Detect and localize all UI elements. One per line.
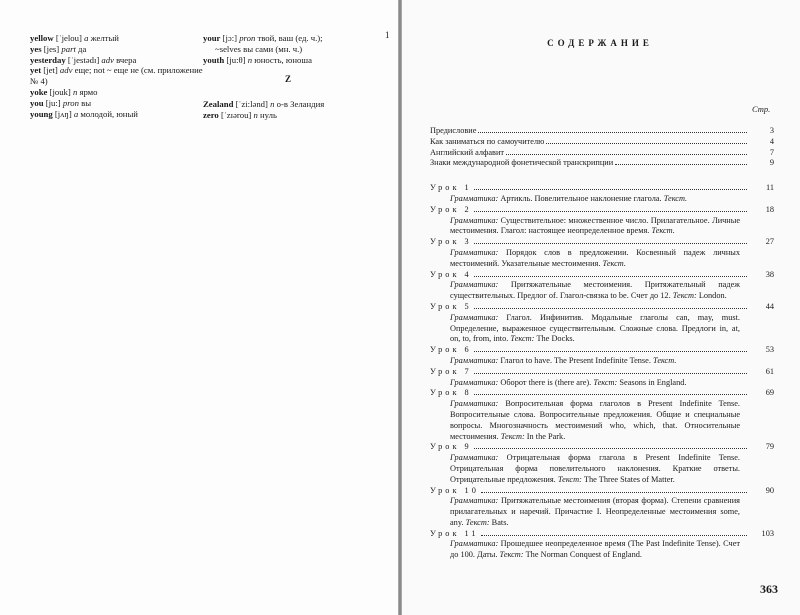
toc-entry: [430, 148, 774, 159]
text-label: Текст.: [653, 355, 677, 365]
entry-headword: zero: [203, 109, 219, 120]
grammar-label: Грамматика:: [450, 312, 499, 322]
toc-entry: [430, 158, 774, 169]
letter-heading-z: Z: [284, 74, 291, 85]
text-title: The Docks.: [536, 334, 575, 344]
text-title: Bats.: [491, 517, 509, 527]
grammar-label: Грамматика:: [450, 496, 499, 506]
toc-entry-title: Предисловие: [430, 126, 477, 135]
lesson-description: [450, 453, 740, 485]
entry-gloss: ~selves вы сами (мн. ч.): [215, 43, 303, 54]
text-label: Текст:: [557, 474, 582, 484]
toc-entry-title: Урок 2: [430, 204, 472, 214]
dictionary-entry: [30, 55, 205, 66]
grammar-label: Грамматика:: [450, 539, 499, 549]
grammar-label: Грамматика:: [450, 193, 499, 203]
entry-headword: youth: [203, 54, 225, 65]
entry-transcription: [jet]: [43, 65, 58, 76]
text-title: Seasons in England.: [619, 377, 687, 387]
dot-leader: [474, 447, 747, 449]
dictionary-column-1: [30, 33, 205, 119]
dot-leader: [506, 153, 747, 155]
text-label: Текст.: [663, 193, 688, 203]
toc-entry-title: Урок 5: [430, 301, 472, 311]
grammar-topics: Глагол to have. The Present Indefinite Tense.: [500, 355, 651, 365]
grammar-topics: Порядок слов в предложении. Косвенный падеж личных местоимений. Указательные местоимения.: [450, 247, 741, 268]
entry-part-of-speech: n: [253, 109, 258, 120]
dictionary-column-2: [203, 33, 373, 121]
grammar-topics: Притяжательные местоимения (вторая форма). Степени сравнения прилагательных и наречий. Причастие I. Неопределенные местоимения some, any.: [450, 496, 740, 527]
dictionary-entry: [30, 65, 205, 87]
entry-part-of-speech: a: [73, 108, 79, 119]
entry-transcription: [jes]: [43, 43, 60, 54]
table-of-contents: [430, 126, 774, 561]
entry-gloss: вчера: [116, 54, 137, 65]
entry-headword: yes: [30, 43, 42, 54]
text-label: Текст:: [672, 291, 697, 301]
toc-entry-title: Урок 11: [430, 528, 479, 538]
toc-page-number: 103: [761, 528, 774, 538]
toc-page-number: 69: [765, 388, 774, 398]
toc-title: СОДЕРЖАНИЕ: [547, 38, 653, 48]
dot-leader: [546, 142, 747, 144]
text-label: Текст:: [500, 431, 525, 441]
grammar-topics: Глагол. Инфинитив. Модальные глаголы can, may, must. Определение, выраженное существительным. Сложные слова. Предлоги in, at, on, to, from, into.: [450, 312, 740, 344]
toc-page-number: 90: [765, 485, 774, 495]
toc-entry-title: Урок 3: [430, 237, 472, 247]
grammar-topics: Отрицательная форма глагола в Present Indefinite Tense. Отрицательная форма повелительного наклонения. Краткие ответы. Отрицательные предложения.: [450, 453, 741, 484]
grammar-label: Грамматика:: [450, 355, 499, 365]
dictionary-entry: [203, 99, 373, 110]
entry-headword: young: [30, 108, 53, 119]
toc-entry-title: Как заниматься по самоучителю: [430, 136, 545, 146]
page-number: 363: [760, 582, 778, 596]
text-label: Текст.: [651, 226, 675, 236]
lesson-description: [450, 356, 740, 367]
toc-lesson: [430, 486, 774, 497]
dictionary-entry: [30, 33, 205, 44]
entry-transcription: [jɔ:]: [222, 33, 238, 43]
toc-page-number: 44: [765, 301, 774, 311]
toc-page-number: 53: [765, 345, 774, 355]
lesson-description: [450, 248, 740, 270]
dot-leader: [474, 393, 747, 395]
toc-lesson: [430, 183, 774, 194]
toc-entry-title: Урок 7: [430, 366, 472, 376]
dot-leader: [474, 188, 747, 190]
toc-page-number: 38: [765, 269, 774, 279]
entry-headword: yet: [30, 65, 42, 76]
entry-headword: yoke: [30, 86, 48, 97]
toc-lesson: [430, 442, 774, 453]
entry-headword: you: [30, 97, 44, 108]
toc-entry-title: Урок 1: [430, 183, 472, 193]
entry-gloss: твой, ваш (ед. ч.);: [257, 33, 323, 43]
entry-part-of-speech: pron: [62, 97, 79, 108]
toc-entry-title: Английский алфавит: [430, 147, 505, 157]
dot-leader: [615, 163, 747, 165]
entry-part-of-speech: n: [247, 54, 253, 65]
dot-leader: [474, 210, 747, 212]
entry-gloss: молодой, юный: [80, 108, 138, 119]
dot-leader: [474, 307, 747, 309]
entry-part-of-speech: n: [270, 99, 275, 110]
entry-headword: yesterday: [30, 54, 66, 65]
toc-page-number: 3: [769, 126, 774, 135]
text-title: London.: [698, 291, 727, 301]
entry-transcription: [ˈzɪərou]: [220, 109, 252, 120]
toc-lesson: [430, 302, 774, 313]
grammar-topics: Оборот there is (there are).: [500, 377, 592, 387]
entry-gloss: нуль: [260, 109, 277, 120]
dot-leader: [474, 350, 747, 352]
dictionary-entry: [203, 110, 373, 121]
toc-entry-title: Знаки международной фонетической транскрипции: [430, 158, 614, 168]
toc-page-number: 4: [769, 136, 774, 146]
toc-lesson: [430, 205, 774, 216]
grammar-label: Грамматика:: [450, 280, 499, 290]
toc-lesson: [430, 237, 774, 248]
entry-gloss: еще; not ~ еще не (см. приложение № 4): [30, 65, 203, 87]
lesson-description: [450, 280, 740, 302]
dot-leader: [478, 131, 747, 133]
dictionary-entry: [30, 98, 205, 109]
page-column-label: Стр.: [752, 104, 771, 114]
lesson-description: [450, 313, 740, 345]
text-title: The Three States of Matter.: [583, 474, 675, 484]
entry-gloss: ярмо: [79, 86, 98, 97]
dictionary-entry: [203, 55, 373, 66]
dot-leader: [481, 534, 747, 536]
toc-lesson: [430, 367, 774, 378]
grammar-label: Грамматика:: [450, 247, 499, 257]
lesson-description: [450, 194, 740, 205]
entry-gloss: о-в Зеландия: [276, 99, 325, 110]
grammar-label: Грамматика:: [450, 453, 499, 463]
dot-leader: [474, 372, 747, 374]
grammar-topics: Артикль. Повелительное наклонение глагола.: [500, 193, 662, 203]
lesson-description: [450, 399, 740, 442]
toc-page-number: 9: [769, 158, 774, 168]
grammar-topics: Существительное: множественное число. Прилагательное. Личные местоимения. Глагол: настоящее неопределенное время.: [450, 215, 741, 236]
lesson-description: [450, 539, 740, 561]
gutter-mark: 1: [385, 30, 390, 40]
lesson-description: [450, 216, 740, 238]
toc-entry-title: Урок 9: [430, 442, 472, 452]
text-title: In the Park.: [526, 431, 566, 441]
dictionary-entry: [203, 33, 373, 44]
dot-leader: [481, 491, 747, 493]
lesson-description: [450, 378, 740, 389]
toc-entry-title: Урок 6: [430, 345, 472, 355]
toc-page-number: 79: [765, 442, 774, 452]
entry-part-of-speech: pron: [239, 33, 256, 43]
grammar-topics: Прошедшее неопределенное время (The Past Indefinite Tense). Счет до 100. Даты.: [450, 539, 740, 560]
entry-transcription: [ju:θ]: [226, 54, 246, 65]
entry-transcription: [ˈzi:lənd]: [235, 99, 268, 110]
dictionary-entry: [30, 44, 205, 55]
grammar-label: Грамматика:: [450, 215, 499, 225]
toc-spacer: [430, 169, 774, 183]
entry-transcription: [ˈjelou]: [55, 33, 82, 43]
entry-gloss: юность, юноша: [254, 54, 312, 65]
entry-headword: yellow: [30, 33, 54, 43]
toc-entry-title: Урок 8: [430, 388, 472, 398]
dictionary-entry: [30, 109, 205, 120]
toc-lesson: [430, 345, 774, 356]
entry-transcription: [jouk]: [49, 86, 71, 97]
entry-part-of-speech: n: [72, 86, 78, 97]
entry-transcription: [ju:]: [45, 97, 61, 108]
text-label: Текст:: [593, 377, 618, 387]
dot-leader: [474, 242, 747, 244]
entry-headword: Zealand: [203, 99, 234, 110]
grammar-topics: Вопросительная форма глаголов в Present Indefinite Tense. Вопросительные слова. Вопросительные предложения. Общие и специальные вопросы. Многозначность местоимений who, which, that. Относительные местоимения.: [450, 399, 740, 441]
text-label: Текст:: [465, 517, 490, 527]
toc-page-number: 11: [766, 183, 774, 193]
entry-gloss: да: [78, 43, 87, 54]
text-label: Текст:: [510, 334, 535, 344]
toc-lesson: [430, 529, 774, 540]
entry-gloss: желтый: [90, 33, 119, 43]
toc-page-number: 27: [765, 237, 774, 247]
dictionary-entry: [30, 87, 205, 98]
entry-part-of-speech: adv: [59, 65, 73, 76]
entry-headword: your: [203, 33, 221, 43]
grammar-topics: Притяжательные местоимения. Притяжательный падеж существительных. Предлог of. Глагол-связка to be. Счет до 12.: [450, 280, 740, 301]
toc-page-number: 7: [769, 147, 774, 157]
text-label: Текст:: [499, 550, 524, 560]
lesson-description: [450, 496, 740, 528]
entry-gloss: вы: [81, 97, 92, 108]
toc-page-number: 18: [765, 204, 774, 214]
toc-entry: [430, 126, 774, 137]
toc-lesson: [430, 270, 774, 281]
toc-lesson: [430, 388, 774, 399]
entry-part-of-speech: a: [84, 33, 89, 43]
toc-page-number: 61: [765, 366, 774, 376]
dictionary-entry: [203, 44, 373, 55]
entry-part-of-speech: adv: [101, 54, 114, 65]
toc-entry: [430, 137, 774, 148]
dot-leader: [474, 275, 747, 277]
grammar-label: Грамматика:: [450, 399, 499, 409]
toc-entry-title: Урок 4: [430, 269, 472, 279]
grammar-label: Грамматика:: [450, 377, 499, 387]
entry-transcription: [ˈjestədɪ]: [67, 54, 100, 65]
text-title: The Norman Conquest of England.: [525, 550, 642, 560]
entry-transcription: [jʌŋ]: [54, 108, 72, 119]
entry-part-of-speech: part: [61, 43, 76, 54]
text-label: Текст.: [602, 258, 626, 268]
toc-entry-title: Урок 10: [430, 485, 479, 495]
